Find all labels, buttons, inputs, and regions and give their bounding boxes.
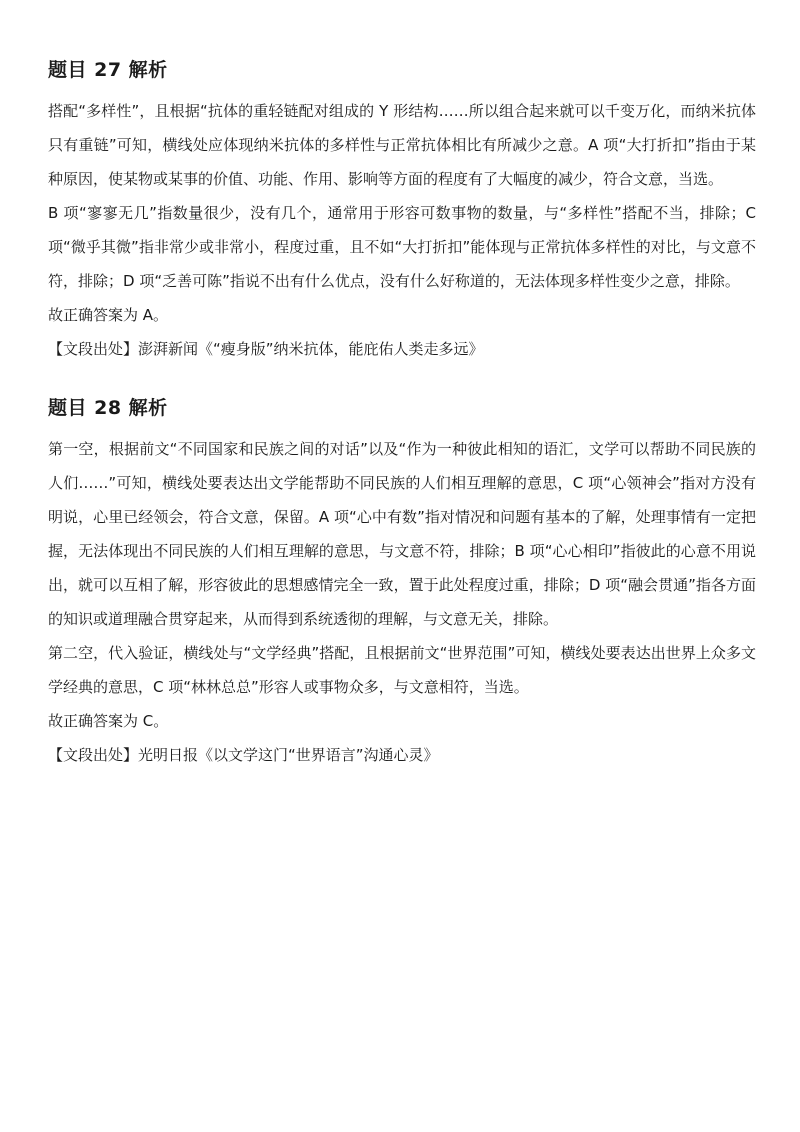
analysis-section-28 <box>48 394 756 772</box>
section-title: 题目 28 解析 <box>48 397 168 419</box>
source-citation: 【文段出处】澎湃新闻《“瘦身版”纳米抗体，能庇佑人类走多远》 <box>48 340 484 358</box>
answer-line: 故正确答案为 A。 <box>48 306 169 324</box>
source-citation: 【文段出处】光明日报《以文学这门“世界语言”沟通心灵》 <box>48 746 439 764</box>
section-title: 题目 27 解析 <box>48 59 168 81</box>
answer-line: 故正确答案为 C。 <box>48 712 169 730</box>
analysis-paragraph: 搭配“多样性”，且根据“抗体的重轻链配对组成的 Y 形结构……所以组合起来就可以千变万化，而纳米抗体只有重链”可知，横线处应体现纳米抗体的多样性与正常抗体相比有所减少之意。A 项“大打折扣”指由于某种原因，使某物或某事的价值、功能、作用、影响等方面的程度有了大幅度的减少，符合文意，当选。 <box>48 102 756 188</box>
analysis-paragraph: 第一空，根据前文“不同国家和民族之间的对话”以及“作为一种彼此相知的语汇，文学可以帮助不同民族的人们……”可知，横线处要表达出文学能帮助不同民族的人们相互理解的意思，C 项“心领神会”指对方没有明说，心里已经领会，符合文意，保留。A 项“心中有数”指对情况和问题有基本的了解，处理事情有一定把握，无法体现出不同民族的人们相互理解的意思，与文意不符，排除；B 项“心心相印”指彼此的心意不用说出，就可以互相了解，形容彼此的思想感情完全一致，置于此处程度过重，排除；D 项“融会贯通”指各方面的知识或道理融合贯穿起来，从而得到系统透彻的理解，与文意无关，排除。 <box>48 440 756 628</box>
analysis-paragraph: B 项“寥寥无几”指数量很少，没有几个，通常用于形容可数事物的数量，与“多样性”搭配不当，排除；C 项“微乎其微”指非常少或非常小，程度过重，且不如“大打折扣”能体现与正常抗体多样性的对比，与文意不符，排除；D 项“乏善可陈”指说不出有什么优点，没有什么好称道的，无法体现多样性变少之意，排除。 <box>48 204 756 290</box>
analysis-section-27 <box>48 56 756 366</box>
document-page <box>48 56 756 800</box>
analysis-paragraph: 第二空，代入验证，横线处与“文学经典”搭配，且根据前文“世界范围”可知，横线处要表达出世界上众多文学经典的意思，C 项“林林总总”形容人或事物众多，与文意相符，当选。 <box>48 644 756 696</box>
